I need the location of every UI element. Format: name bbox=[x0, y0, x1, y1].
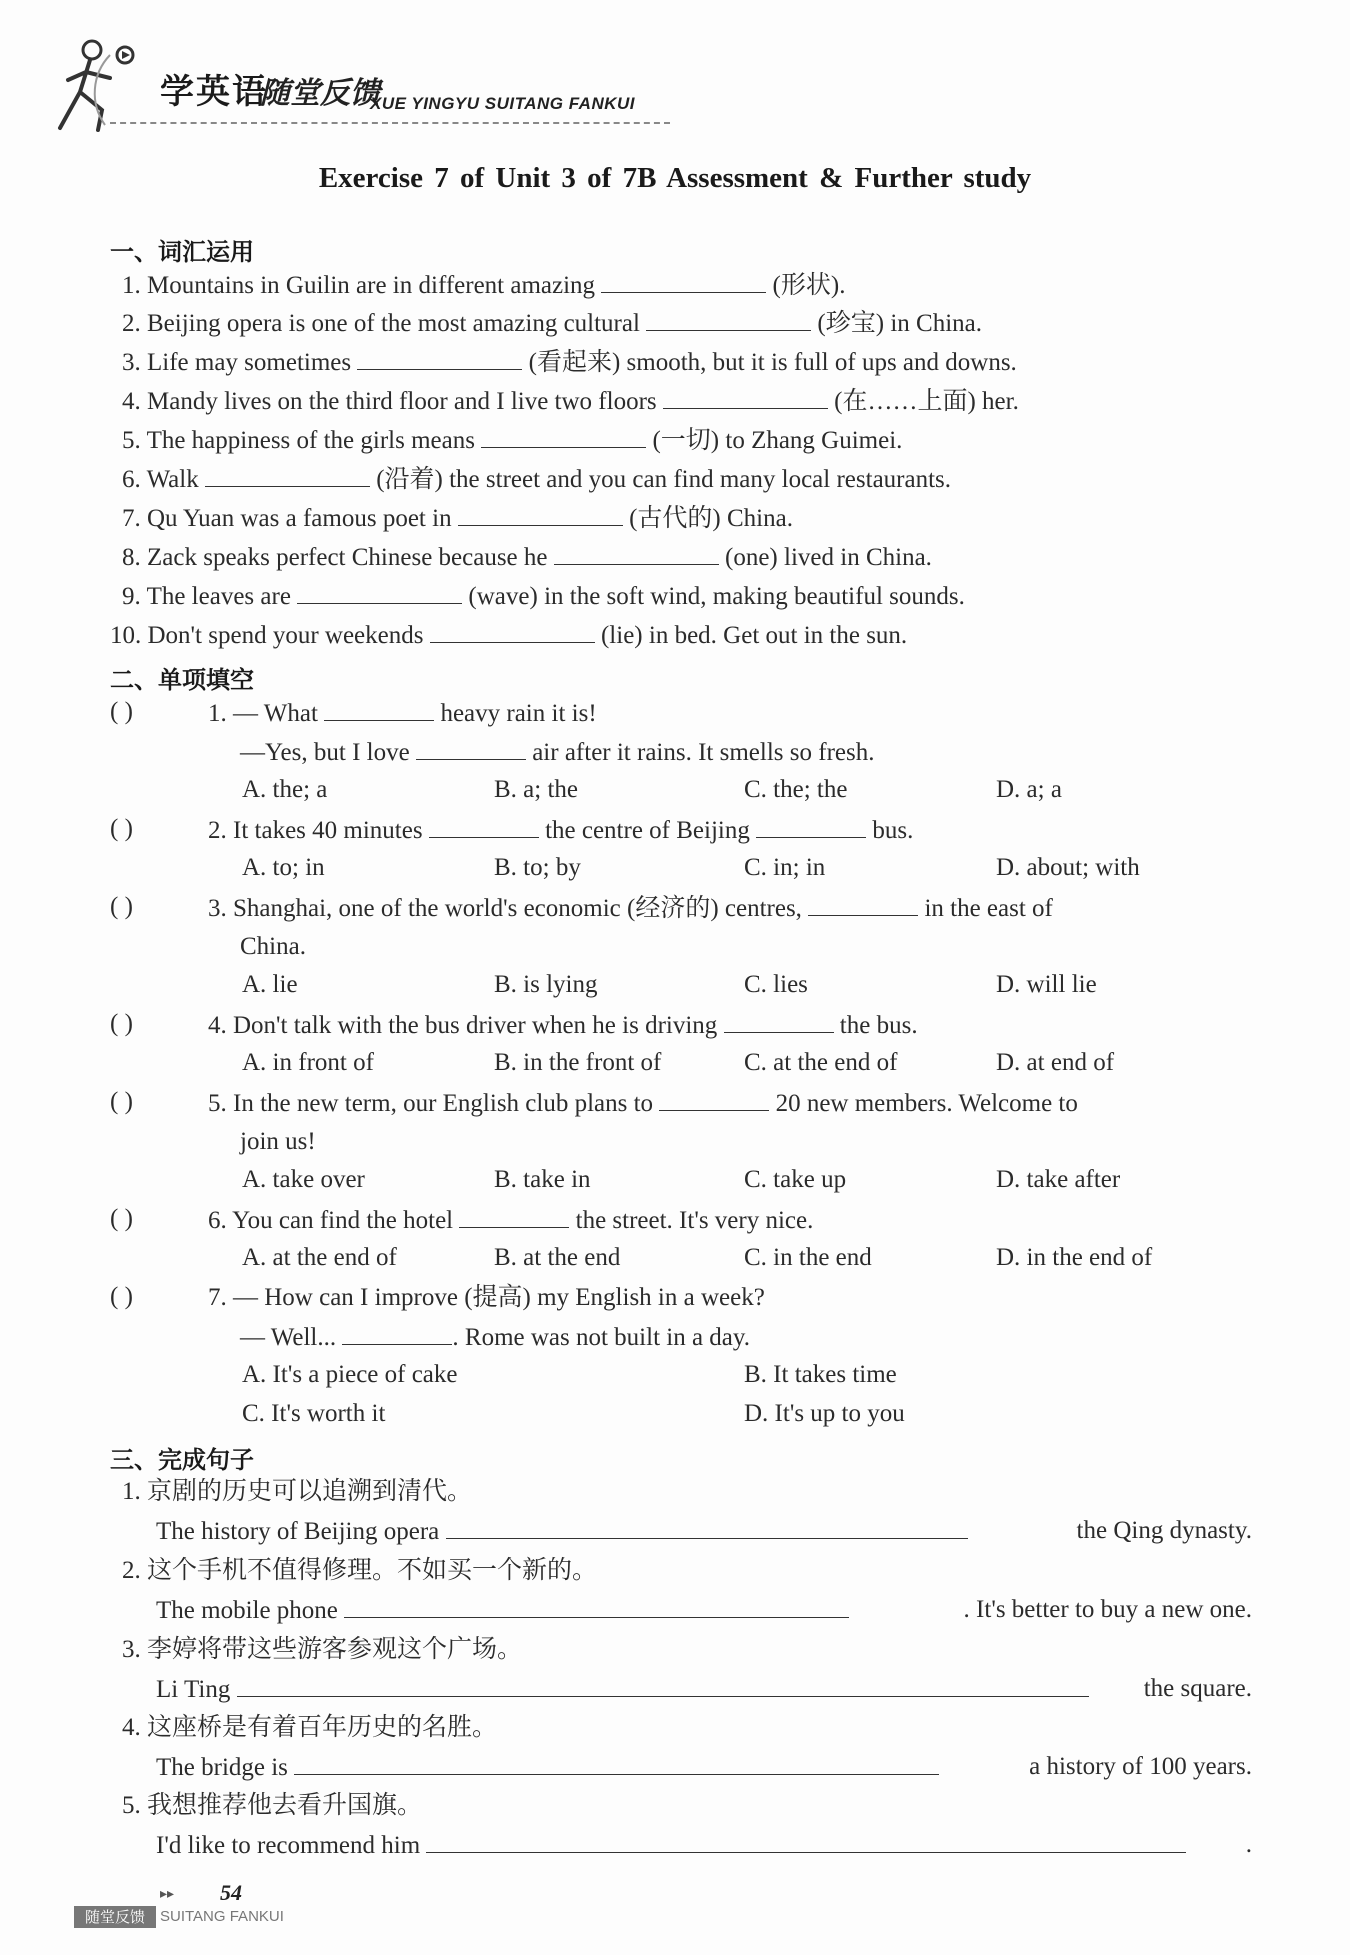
answer-blank[interactable] bbox=[205, 464, 370, 487]
mc-question-3: 3. Shanghai, one of the world's economic (经济的) centres, in the east of bbox=[208, 895, 1053, 922]
translate-item-3-en: Li Ting the square. bbox=[156, 1675, 1252, 1703]
answer-blank bbox=[324, 698, 434, 721]
answer-paren[interactable]: ( ) bbox=[110, 893, 133, 920]
option-b[interactable]: B. at the end bbox=[494, 1244, 621, 1271]
answer-blank[interactable] bbox=[458, 503, 623, 526]
answer-blank bbox=[659, 1088, 769, 1111]
answer-blank bbox=[459, 1205, 569, 1228]
option-a[interactable]: A. in front of bbox=[242, 1049, 374, 1076]
mc-question-2: 2. It takes 40 minutes the centre of Beijing bus. bbox=[208, 817, 914, 844]
answer-blank[interactable] bbox=[554, 542, 719, 565]
mc-question-5-cont: join us! bbox=[240, 1128, 316, 1155]
option-b[interactable]: B. a; the bbox=[494, 776, 579, 803]
option-c[interactable]: C. in the end bbox=[744, 1244, 872, 1271]
mc-question-1-reply: —Yes, but I love air after it rains. It smells so fresh. bbox=[240, 739, 875, 766]
vocab-item-3: 3. Life may sometimes (看起来) smooth, but it is full of ups and downs. bbox=[122, 349, 1017, 376]
answer-line[interactable] bbox=[237, 1674, 1089, 1697]
option-b[interactable]: B. in the front of bbox=[494, 1049, 662, 1076]
vocab-item-6: 6. Walk (沿着) the street and you can find many local restaurants. bbox=[122, 466, 952, 493]
footer-badge: 随堂反馈 bbox=[74, 1906, 156, 1928]
option-a[interactable]: A. to; in bbox=[242, 854, 325, 881]
logo-pinyin: XUE YINGYU SUITANG FANKUI bbox=[370, 94, 636, 113]
option-a[interactable]: A. the; a bbox=[242, 776, 328, 803]
option-b[interactable]: B. is lying bbox=[494, 971, 598, 998]
answer-blank[interactable] bbox=[430, 620, 595, 643]
answer-blank[interactable] bbox=[481, 425, 646, 448]
vocab-item-10: 10. Don't spend your weekends (lie) in bed. Get out in the sun. bbox=[110, 622, 908, 649]
translate-item-5-en: I'd like to recommend him . bbox=[156, 1831, 1252, 1859]
header-logo bbox=[50, 30, 670, 140]
option-b[interactable]: B. It takes time bbox=[744, 1361, 897, 1388]
answer-blank bbox=[724, 1010, 834, 1033]
answer-blank bbox=[808, 893, 918, 916]
answer-blank bbox=[756, 815, 866, 838]
option-b[interactable]: B. to; by bbox=[494, 854, 581, 881]
mc-question-4: 4. Don't talk with the bus driver when he is driving the bus. bbox=[208, 1012, 918, 1039]
answer-paren[interactable]: ( ) bbox=[110, 1010, 133, 1037]
answer-line[interactable] bbox=[426, 1830, 1186, 1853]
mc-question-6: 6. You can find the hotel the street. It's very nice. bbox=[208, 1207, 814, 1234]
translate-item-2-cn: 2. 这个手机不值得修理。不如买一个新的。 bbox=[122, 1557, 598, 1584]
option-c[interactable]: C. the; the bbox=[744, 776, 848, 803]
option-d[interactable]: D. It's up to you bbox=[744, 1400, 905, 1427]
page-number: 54 bbox=[220, 1880, 242, 1905]
section1-heading: 一、词汇运用 bbox=[110, 238, 254, 266]
option-a[interactable]: A. take over bbox=[242, 1166, 365, 1193]
answer-paren[interactable]: ( ) bbox=[110, 1205, 133, 1232]
option-d[interactable]: D. will lie bbox=[996, 971, 1097, 998]
answer-blank[interactable] bbox=[663, 386, 828, 409]
translate-item-5-cn: 5. 我想推荐他去看升国旗。 bbox=[122, 1792, 423, 1819]
answer-paren[interactable]: ( ) bbox=[110, 1283, 133, 1310]
option-d[interactable]: D. in the end of bbox=[996, 1244, 1153, 1271]
option-c[interactable]: C. It's worth it bbox=[242, 1400, 386, 1427]
footer-sub: SUITANG FANKUI bbox=[160, 1908, 284, 1925]
logo-main: 学英语 bbox=[160, 72, 268, 112]
section3-heading: 三、完成句子 bbox=[110, 1446, 254, 1474]
option-d[interactable]: D. about; with bbox=[996, 854, 1140, 881]
answer-blank[interactable] bbox=[357, 347, 522, 370]
answer-paren[interactable]: ( ) bbox=[110, 698, 133, 725]
option-d[interactable]: D. take after bbox=[996, 1166, 1121, 1193]
option-c[interactable]: C. lies bbox=[744, 971, 808, 998]
translate-item-4-cn: 4. 这座桥是有着百年历史的名胜。 bbox=[122, 1714, 498, 1741]
vocab-item-5: 5. The happiness of the girls means (一切) to Zhang Guimei. bbox=[122, 427, 903, 454]
translate-item-1-cn: 1. 京剧的历史可以追溯到清代。 bbox=[122, 1478, 473, 1505]
answer-blank[interactable] bbox=[601, 270, 766, 293]
mc-question-7: 7. — How can I improve (提高) my English in a week? bbox=[208, 1284, 765, 1311]
option-a[interactable]: A. lie bbox=[242, 971, 298, 998]
answer-blank bbox=[342, 1322, 452, 1345]
vocab-item-2: 2. Beijing opera is one of the most amazing cultural (珍宝) in China. bbox=[122, 310, 982, 337]
answer-blank[interactable] bbox=[646, 308, 811, 331]
mc-question-1: 1. — What heavy rain it is! bbox=[208, 700, 597, 727]
mc-question-3-cont: China. bbox=[240, 933, 306, 960]
option-a[interactable]: A. at the end of bbox=[242, 1244, 397, 1271]
option-b[interactable]: B. take in bbox=[494, 1166, 591, 1193]
vocab-item-8: 8. Zack speaks perfect Chinese because he (one) lived in China. bbox=[122, 544, 932, 571]
option-d[interactable]: D. at end of bbox=[996, 1049, 1115, 1076]
answer-blank[interactable] bbox=[297, 581, 462, 604]
translate-item-1-en: The history of Beijing opera the Qing dynasty. bbox=[156, 1517, 1252, 1545]
logo-sub: 随堂反馈 bbox=[260, 76, 380, 111]
answer-paren[interactable]: ( ) bbox=[110, 1088, 133, 1115]
vocab-item-1: 1. Mountains in Guilin are in different amazing (形状). bbox=[122, 272, 846, 299]
option-c[interactable]: C. take up bbox=[744, 1166, 847, 1193]
option-c[interactable]: C. at the end of bbox=[744, 1049, 898, 1076]
answer-line[interactable] bbox=[294, 1752, 939, 1775]
option-a[interactable]: A. It's a piece of cake bbox=[242, 1361, 458, 1388]
vocab-item-9: 9. The leaves are (wave) in the soft wind, making beautiful sounds. bbox=[122, 583, 965, 610]
answer-line[interactable] bbox=[344, 1595, 849, 1618]
answer-blank bbox=[416, 737, 526, 760]
vocab-item-7: 7. Qu Yuan was a famous poet in (古代的) China. bbox=[122, 505, 793, 532]
option-c[interactable]: C. in; in bbox=[744, 854, 826, 881]
answer-blank bbox=[429, 815, 539, 838]
translate-item-4-en: The bridge is a history of 100 years. bbox=[156, 1753, 1252, 1781]
header-divider bbox=[110, 122, 670, 124]
option-d[interactable]: D. a; a bbox=[996, 776, 1062, 803]
answer-paren[interactable]: ( ) bbox=[110, 815, 133, 842]
translate-item-3-cn: 3. 李婷将带这些游客参观这个广场。 bbox=[122, 1636, 523, 1663]
page-title: Exercise 7 of Unit 3 of 7B Assessment & Further study bbox=[318, 162, 1032, 194]
vocab-item-4: 4. Mandy lives on the third floor and I live two floors (在……上面) her. bbox=[122, 388, 1019, 415]
mc-question-7-reply: — Well... . Rome was not built in a day. bbox=[240, 1324, 751, 1351]
arrow-icon: ▸▸ bbox=[160, 1886, 175, 1902]
mc-question-5: 5. In the new term, our English club plans to 20 new members. Welcome to bbox=[208, 1090, 1078, 1117]
translate-item-2-en: The mobile phone . It's better to buy a new one. bbox=[156, 1596, 1252, 1624]
section2-heading: 二、单项填空 bbox=[110, 666, 254, 694]
answer-line[interactable] bbox=[446, 1516, 968, 1539]
